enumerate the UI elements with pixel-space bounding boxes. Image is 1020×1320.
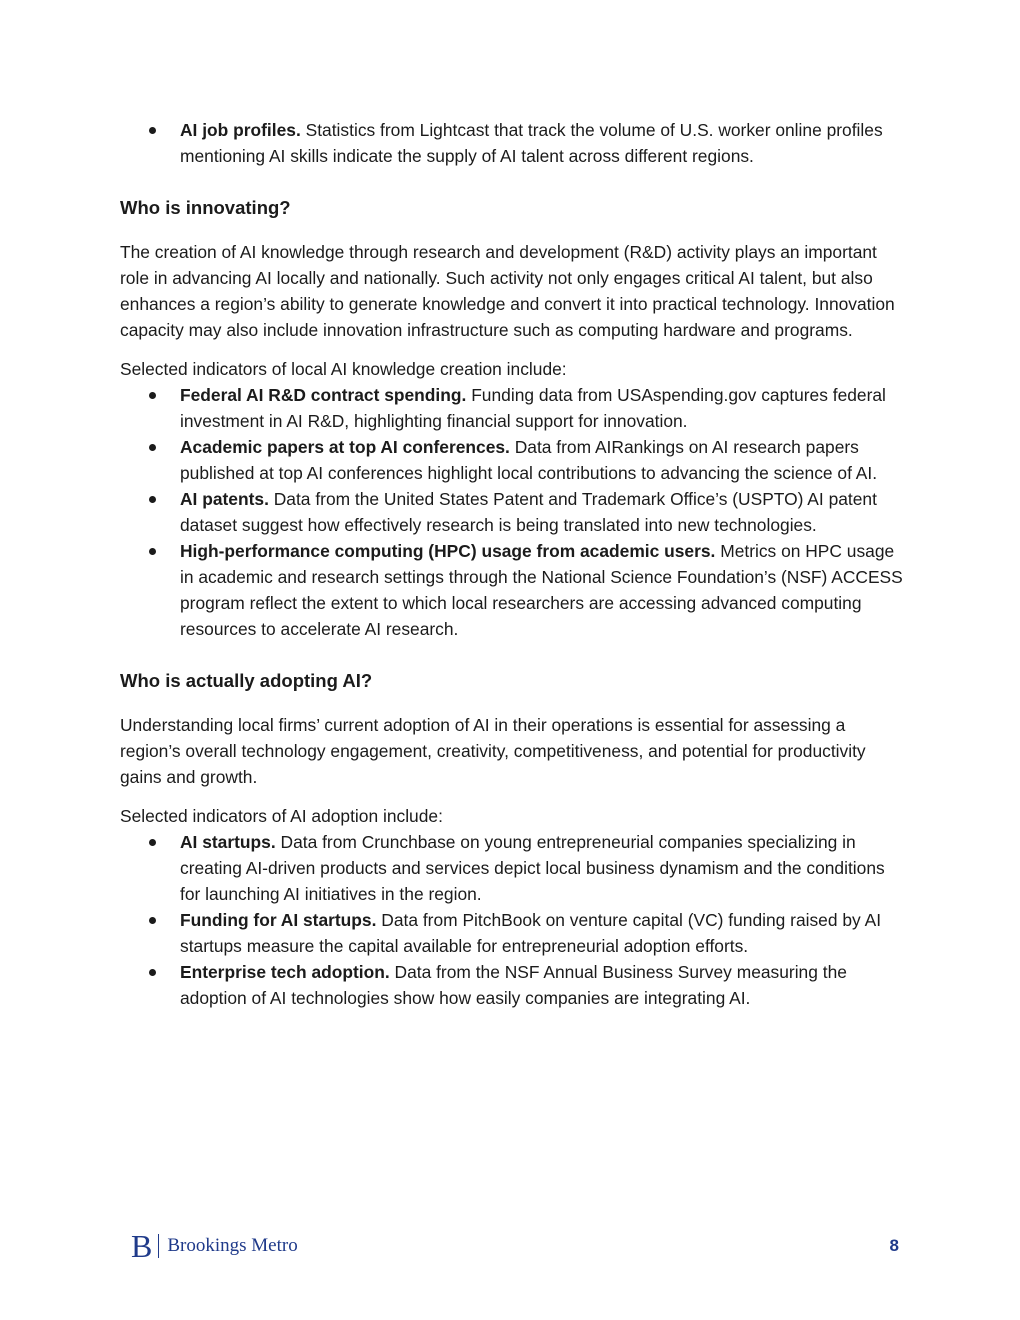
logo-wordmark: Brookings Metro — [167, 1235, 298, 1256]
bullet-icon — [149, 496, 156, 503]
list-item — [120, 959, 905, 1011]
item-term: AI startups. — [180, 832, 276, 852]
item-text: Data from the United States Patent and Trademark Office’s (USPTO) AI patent dataset suggest how effectively research is being translated into new technologies. — [180, 489, 877, 535]
item-term: AI patents. — [180, 489, 269, 509]
bullet-icon — [149, 548, 156, 555]
page-body — [120, 117, 905, 1011]
paragraph: Selected indicators of local AI knowledge creation include: — [120, 359, 567, 379]
bullet-icon — [149, 839, 156, 846]
paragraph: The creation of AI knowledge through research and development (R&D) activity plays an important role in advancing AI locally and nationally. Such activity not only engages critical AI talent, but also enhances a region’s ability to generate knowledge and convert it into practical technology. Innovation capacity may also include innovation infrastructure such as computing hardware and programs. — [120, 242, 895, 340]
item-term: Academic papers at top AI conferences. — [180, 437, 510, 457]
paragraph: Understanding local firms’ current adoption of AI in their operations is essential for assessing a region’s overall technology engagement, creativity, competitiveness, and potential for productivity gains and growth. — [120, 715, 866, 787]
section-heading-adopting: Who is actually adopting AI? — [120, 670, 373, 691]
list-item — [120, 117, 905, 169]
paragraph: Selected indicators of AI adoption include: — [120, 806, 443, 826]
bullet-icon — [149, 969, 156, 976]
bullet-icon — [149, 917, 156, 924]
bullet-icon — [149, 127, 156, 134]
adoption-indicators-list — [120, 829, 905, 1011]
list-item — [120, 434, 905, 486]
bullet-icon — [149, 444, 156, 451]
list-item — [120, 538, 905, 642]
list-item — [120, 382, 905, 434]
innovation-indicators-list — [120, 382, 905, 642]
page-number: 8 — [889, 1236, 899, 1255]
logo-letter: B — [131, 1228, 153, 1264]
item-text: Funding data from USAspending.gov captures federal investment in AI R&D, highlighting financial support for innovation. — [180, 385, 886, 431]
item-term: Funding for AI startups. — [180, 910, 377, 930]
item-text: Data from Crunchbase on young entrepreneurial companies specializing in creating AI-driven products and services depict local business dynamism and the conditions for launching AI initiatives in the region. — [180, 832, 885, 904]
logo-divider — [158, 1234, 159, 1258]
intro-list — [120, 117, 905, 169]
brookings-metro-logo — [131, 1228, 298, 1264]
item-text: Metrics on HPC usage in academic and research settings through the National Science Foundation’s (NSF) ACCESS program reflect the extent to which local researchers are accessing advanced computing resources to accelerate AI research. — [180, 541, 903, 639]
item-text: Data from PitchBook on venture capital (VC) funding raised by AI startups measure the capital available for entrepreneurial adoption efforts. — [180, 910, 882, 956]
section-heading-innovating: Who is innovating? — [120, 197, 291, 218]
list-item — [120, 907, 905, 959]
item-text: Data from AIRankings on AI research papers published at top AI conferences highlight local contributions to advancing the science of AI. — [180, 437, 878, 483]
list-item — [120, 829, 905, 907]
bullet-icon — [149, 392, 156, 399]
item-text: Data from the NSF Annual Business Survey measuring the adoption of AI technologies show how easily companies are integrating AI. — [180, 962, 847, 1008]
item-text: Statistics from Lightcast that track the volume of U.S. worker online profiles mentioning AI skills indicate the supply of AI talent across different regions. — [180, 120, 883, 166]
item-term: AI job profiles. — [180, 120, 301, 140]
item-term: Federal AI R&D contract spending. — [180, 385, 467, 405]
item-term: High-performance computing (HPC) usage from academic users. — [180, 541, 716, 561]
item-term: Enterprise tech adoption. — [180, 962, 390, 982]
list-item — [120, 486, 905, 538]
